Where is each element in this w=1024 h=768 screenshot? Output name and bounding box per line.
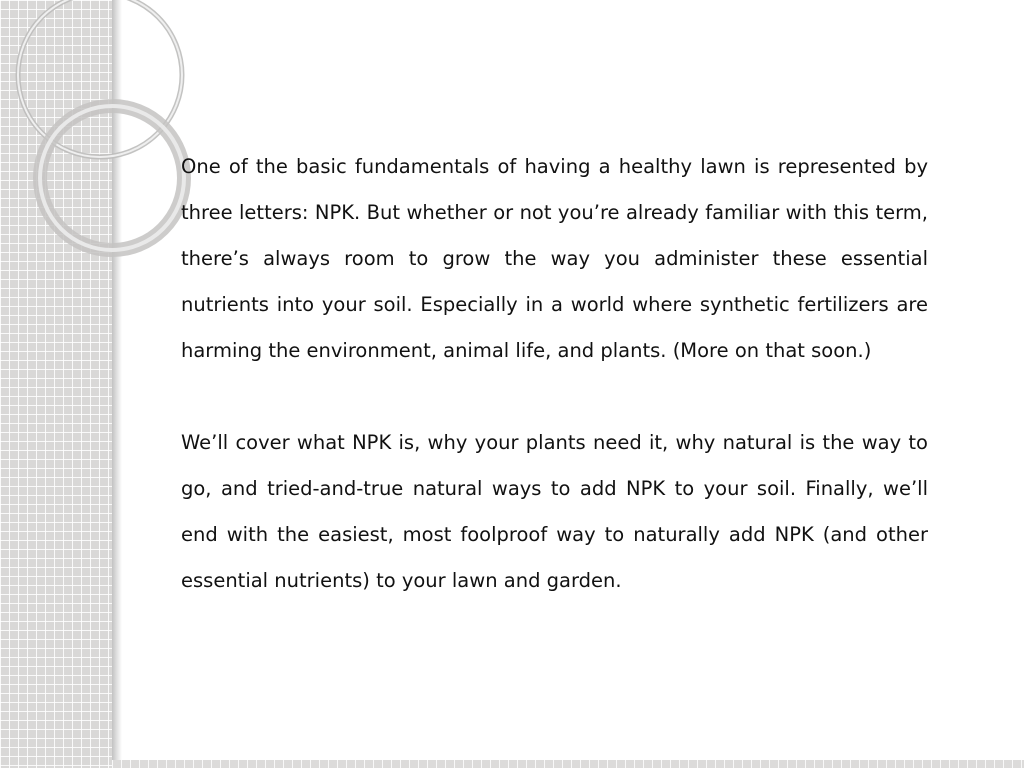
- decorative-rings: [0, 0, 140, 300]
- body-text: [181, 144, 928, 650]
- paragraph-2: We’ll cover what NPK is, why your plants need it, why natural is the way to go, and tried-and-true natural ways to add NPK to your soil. Finally, we’ll end with the easiest, most foolproof way to naturally add NPK (and other essential nutrients) to your lawn and garden.: [181, 431, 928, 592]
- paragraph-1: One of the basic fundamentals of having a healthy lawn is represented by three letters: NPK. But whether or not you’re already familiar with this term, there’s always room to grow the way you administer these essential nutrients into your soil. Especially in a world where synthetic fertilizers are harming the environment, animal life, and plants. (More on that soon.): [181, 155, 928, 362]
- bottom-grid-strip: [112, 760, 1024, 768]
